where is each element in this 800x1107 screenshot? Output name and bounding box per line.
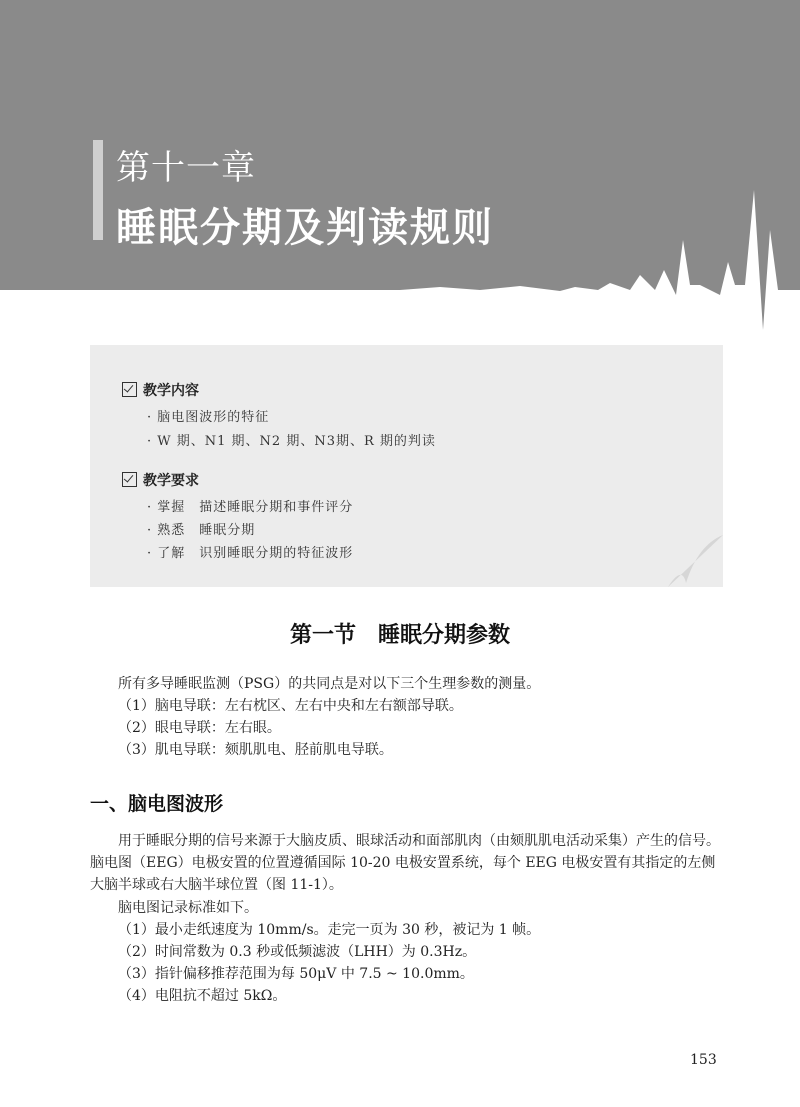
checkbox-icon xyxy=(122,382,137,397)
content-item-1: · 脑电图波形的特征 xyxy=(147,410,270,425)
section-intro: 所有多导睡眠监测（PSG）的共同点是对以下三个生理参数的测量。 xyxy=(118,676,541,692)
chapter-title: 睡眠分期及判读规则 xyxy=(116,205,494,251)
teaching-requirements-heading xyxy=(122,470,199,490)
section-list-item-2: （2）眼电导联：左右眼。 xyxy=(118,720,281,736)
standard-item-4: （4）电阻抗不超过 5kΩ。 xyxy=(118,988,287,1004)
standard-item-3: （3）指针偏移推荐范围为每 50μV 中 7.5 ~ 10.0mm。 xyxy=(118,966,474,982)
standard-item-2: （2）时间常数为 0.3 秒或低频滤波（LHH）为 0.3Hz。 xyxy=(118,944,477,960)
section-list-item-1: （1）脑电导联：左右枕区、左右中央和左右额部导联。 xyxy=(118,698,463,714)
chapter-number: 第十一章 xyxy=(116,148,256,188)
subsection-paragraph: 用于睡眠分期的信号来源于大脑皮质、眼球活动和面部肌肉（由颏肌肌电活动采集）产生的信号。脑电图（EEG）电极安置的位置遵循国际 10-20 电极安置系统，每个 EEG 电极安置有其指定的左侧大脑半球或右大脑半球位置（图 11-1）。 xyxy=(90,833,720,893)
section-list-item-3: （3）肌电导联：颏肌肌电、胫前肌电导联。 xyxy=(118,742,393,758)
teaching-content-label: 教学内容 xyxy=(143,383,199,399)
teaching-content-heading xyxy=(122,380,199,400)
requirement-item-1: · 掌握 描述睡眠分期和事件评分 xyxy=(147,500,354,515)
teaching-requirements-label: 教学要求 xyxy=(143,473,199,489)
chapter-banner xyxy=(0,0,800,330)
requirement-item-2: · 熟悉 睡眠分期 xyxy=(147,523,256,538)
section-title: 第一节 睡眠分期参数 xyxy=(289,623,510,648)
standard-item-1: （1）最小走纸速度为 10mm/s。走完一页为 30 秒，被记为 1 帧。 xyxy=(118,922,541,938)
standard-intro: 脑电图记录标准如下。 xyxy=(118,900,258,916)
content-item-2: · W 期、N1 期、N2 期、N3期、R 期的判读 xyxy=(147,434,436,449)
page-curl-icon xyxy=(668,535,724,589)
checkbox-icon xyxy=(122,472,137,487)
chapter-accent-bar xyxy=(93,140,103,240)
requirement-item-3: · 了解 识别睡眠分期的特征波形 xyxy=(147,546,354,561)
page-number: 153 xyxy=(690,1052,717,1068)
subsection-title: 一、脑电图波形 xyxy=(90,793,224,815)
